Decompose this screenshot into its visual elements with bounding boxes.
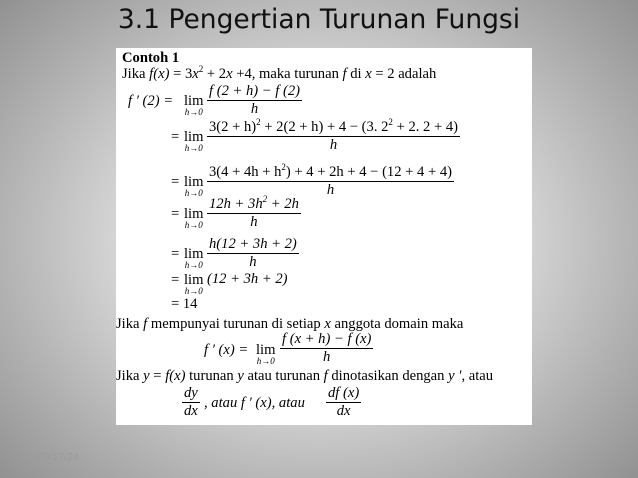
step-fraction: $\frac{3(2 + h)^2 + 2(2 + h) + 4 - (3. 2^2 + 2. 2 + 4)}{h}$	[209, 117, 459, 153]
notation-alternatives: , atau f ′ (x), atau	[204, 395, 305, 411]
step-fraction: $\frac{3(4 + 4h + h^2) + 4 + 2h + 4 - (12 + 4 + 4)}{h}$	[209, 162, 453, 198]
limit-operator: lim h→0	[184, 174, 204, 198]
limit-operator: lim h→0	[184, 93, 204, 117]
equals-sign: =	[171, 206, 180, 222]
limit-expression: (12 + 3h + 2)	[207, 271, 288, 287]
limit-operator: lim h→0	[256, 342, 276, 366]
example-statement: Jika $f(x) = 3x^2 + 2x +4$, maka turunan f di x = 2 adalah	[122, 64, 437, 82]
notation-sentence: Jika y = f(x) turunan y atau turunan f dinotasikan dengan y ′, atau	[116, 368, 494, 384]
result-value: = 14	[171, 296, 198, 312]
example-panel	[116, 48, 532, 425]
slide-date: 09/17/24	[38, 451, 79, 463]
definition-fraction: $\frac{f (x + h) - f (x)}{h}$	[282, 331, 372, 365]
definition-intro: Jika f mempunyai turunan di setiap x anggota domain maka	[116, 316, 464, 332]
example-heading: Contoh 1	[122, 50, 180, 66]
limit-operator: lim h→0	[184, 129, 204, 153]
dfx-dx-fraction: $\frac{df (x)}{dx}$	[328, 385, 360, 419]
slide-title: 3.1 Pengertian Turunan Fungsi	[117, 4, 521, 35]
equals-sign: =	[171, 246, 180, 262]
limit-operator: lim h→0	[184, 206, 204, 230]
dy-dx-fraction: $\frac{dy}{dx}$	[184, 385, 198, 419]
step-fraction: $\frac{f (2 + h) - f (2)}{h}$	[209, 83, 301, 117]
equals-sign: =	[171, 174, 180, 190]
equals-sign: =	[171, 272, 180, 288]
step-fraction: $\frac{h(12 + 3h + 2)}{h}$	[209, 236, 297, 270]
step-fraction: $\frac{12h + 3h^2 + 2h}{h}$	[209, 194, 299, 230]
equals-sign: =	[171, 129, 180, 145]
limit-operator: lim h→0	[184, 272, 204, 296]
limit-operator: lim h→0	[184, 246, 204, 270]
derivative-lhs: f ′ (2) =	[128, 93, 174, 109]
definition-lhs: f ′ (x) =	[204, 342, 249, 358]
